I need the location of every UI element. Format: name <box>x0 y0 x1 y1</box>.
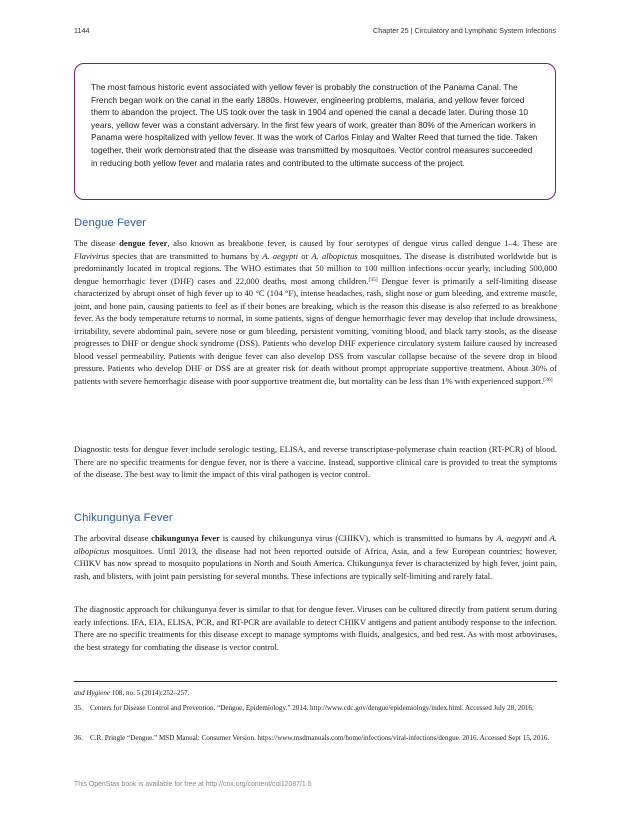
dengue-heading: Dengue Fever <box>74 217 147 229</box>
footnote-36-number: 36. <box>74 734 83 742</box>
footnote-divider <box>74 681 557 682</box>
footnote-35-text: Centers for Disease Control and Prevention. “Dengue, Epidemiology.” 2014. http://www.cdc.gov/dengue/epidemiology/index.html. Accessed July 28, 2016. <box>90 704 534 712</box>
page-number: 1144 <box>74 26 90 35</box>
key-term-dengue-fever: dengue fever <box>119 238 168 248</box>
footnote-36-text: C.R. Pringle “Dengue.” MSD Manual: Consumer Version. https://www.msdmanuals.com/home/infections/viral-infections/dengue. 2016. Accessed Sept 15, 2016. <box>90 734 550 742</box>
footnote-ref-36[interactable]: [36] <box>543 377 553 384</box>
chikungunya-heading: Chikungunya Fever <box>74 512 173 524</box>
page-header <box>74 26 556 38</box>
chapter-title: Chapter 25 | Circulatory and Lymphatic System Infections <box>373 26 556 35</box>
feature-box <box>74 63 556 200</box>
chikungunya-paragraph-1: The arboviral disease chikungunya fever is caused by chikungunya virus (CHIKV), which is transmitted to humans by A. aegypti and A. albopictus mosquitoes. Until 2013, the disease had not been reported outside of Africa, Asia, and a few European countries; however, CHIKV has now spread to mosquito populations in North and South America. Chikungunya fever is characterized by high fever, joint pain, rash, and blisters, with joint pain persisting for several months. These infections are typically self-limiting and rarely fatal. <box>74 533 557 581</box>
page-footer[interactable]: This OpenStax book is available for free at http://cnx.org/content/col12087/1.5 <box>74 781 312 788</box>
footnote-35 <box>74 701 557 716</box>
footnote-36 <box>74 731 557 746</box>
dengue-paragraph-2: Diagnostic tests for dengue fever include serologic testing, ELISA, and reverse transcriptase-polymerase chain reaction (RT-PCR) of blood. There are no specific treatments for dengue fever, nor is there a vaccine. Instead, supportive clinical care is provided to treat the symptoms of the disease. The best way to limit the impact of this viral pathogen is vector control. <box>74 444 557 480</box>
footnote-continuation: and Hygiene 108, no. 5 (2014):252–257. <box>74 689 190 697</box>
dengue-paragraph-1: The disease dengue fever, also known as breakbone fever, is caused by four serotypes of dengue virus called dengue 1–4. These are Flavivirus species that are transmitted to humans by A. aegypti or A. albopictus mosquitoes. The disease is distributed worldwide but is predominantly located in tropical regions. The WHO estimates that 50 million to 100 million infections occur yearly, including 500,000 dengue hemorrhagic fever (DHF) cases and 22,000 deaths, most among children.[35] Dengue fever is primarily a self-limiting disease characterized by abrupt onset of high fever up to 40 °C (104 °F), intense headaches, rash, slight nose or gum bleeding, and extreme muscle, joint, and bone pain, causing patients to feel as if their bones are breaking, which is the reason this disease is also referred to as breakbone fever. As the body temperature returns to normal, in some patients, signs of dengue hemorrhagic fever may develop that include drowsiness, irritability, severe abdominal pain, severe nose or gum bleeding, persistent vomiting, vomiting blood, and black tarry stools, as the disease progresses to DHF or dengue shock syndrome (DSS). Patients who develop DHF experience circulatory system failure caused by increased blood vessel permeability. Patients with dengue fever can also develop DSS from vascular collapse because of the severe drop in blood pressure. Patients who develop DHF or DSS are at greater risk for death without prompt appropriate supportive treatment. About 30% of patients with severe hemorrhagic disease with poor supportive treatment die, but mortality can be less than 1% with experienced support.[36] <box>74 238 558 387</box>
footnote-35-number: 35. <box>74 704 83 712</box>
chikungunya-paragraph-2: The diagnostic approach for chikungunya fever is similar to that for dengue fever. Viruses can be cultured directly from patient serum during early infections. IFA, EIA, ELISA, PCR, and RT-PCR are available to detect CHIKV antigens and patient antibody response to the infection. There are no specific treatments for this disease except to manage symptoms with fluids, analgesics, and bed rest. As with most arboviruses, the best strategy for combating the disease is vector control. <box>74 604 557 652</box>
feature-box-text: The most famous historic event associated with yellow fever is probably the construction of the Panama Canal. The French began work on the canal in the early 1880s. However, engineering problems, malaria, and yellow fever forced them to abandon the project. The US took over the task in 1904 and opened the canal a decade later. During those 10 years, yellow fever was a constant adversary. In the first few years of work, greater than 80% of the American workers in Panama were hospitalized with yellow fever. It was the work of Carlos Finlay and Walter Reed that turned the tide. Taken together, their work demonstrated that the disease was transmitted by mosquitoes. Vector control measures succeeded in reducing both yellow fever and malaria rates and contributed to the ultimate success of the project. <box>91 82 538 168</box>
key-term-chikungunya-fever: chikungunya fever <box>151 533 220 543</box>
footnote-ref-35[interactable]: [35] <box>368 276 378 283</box>
